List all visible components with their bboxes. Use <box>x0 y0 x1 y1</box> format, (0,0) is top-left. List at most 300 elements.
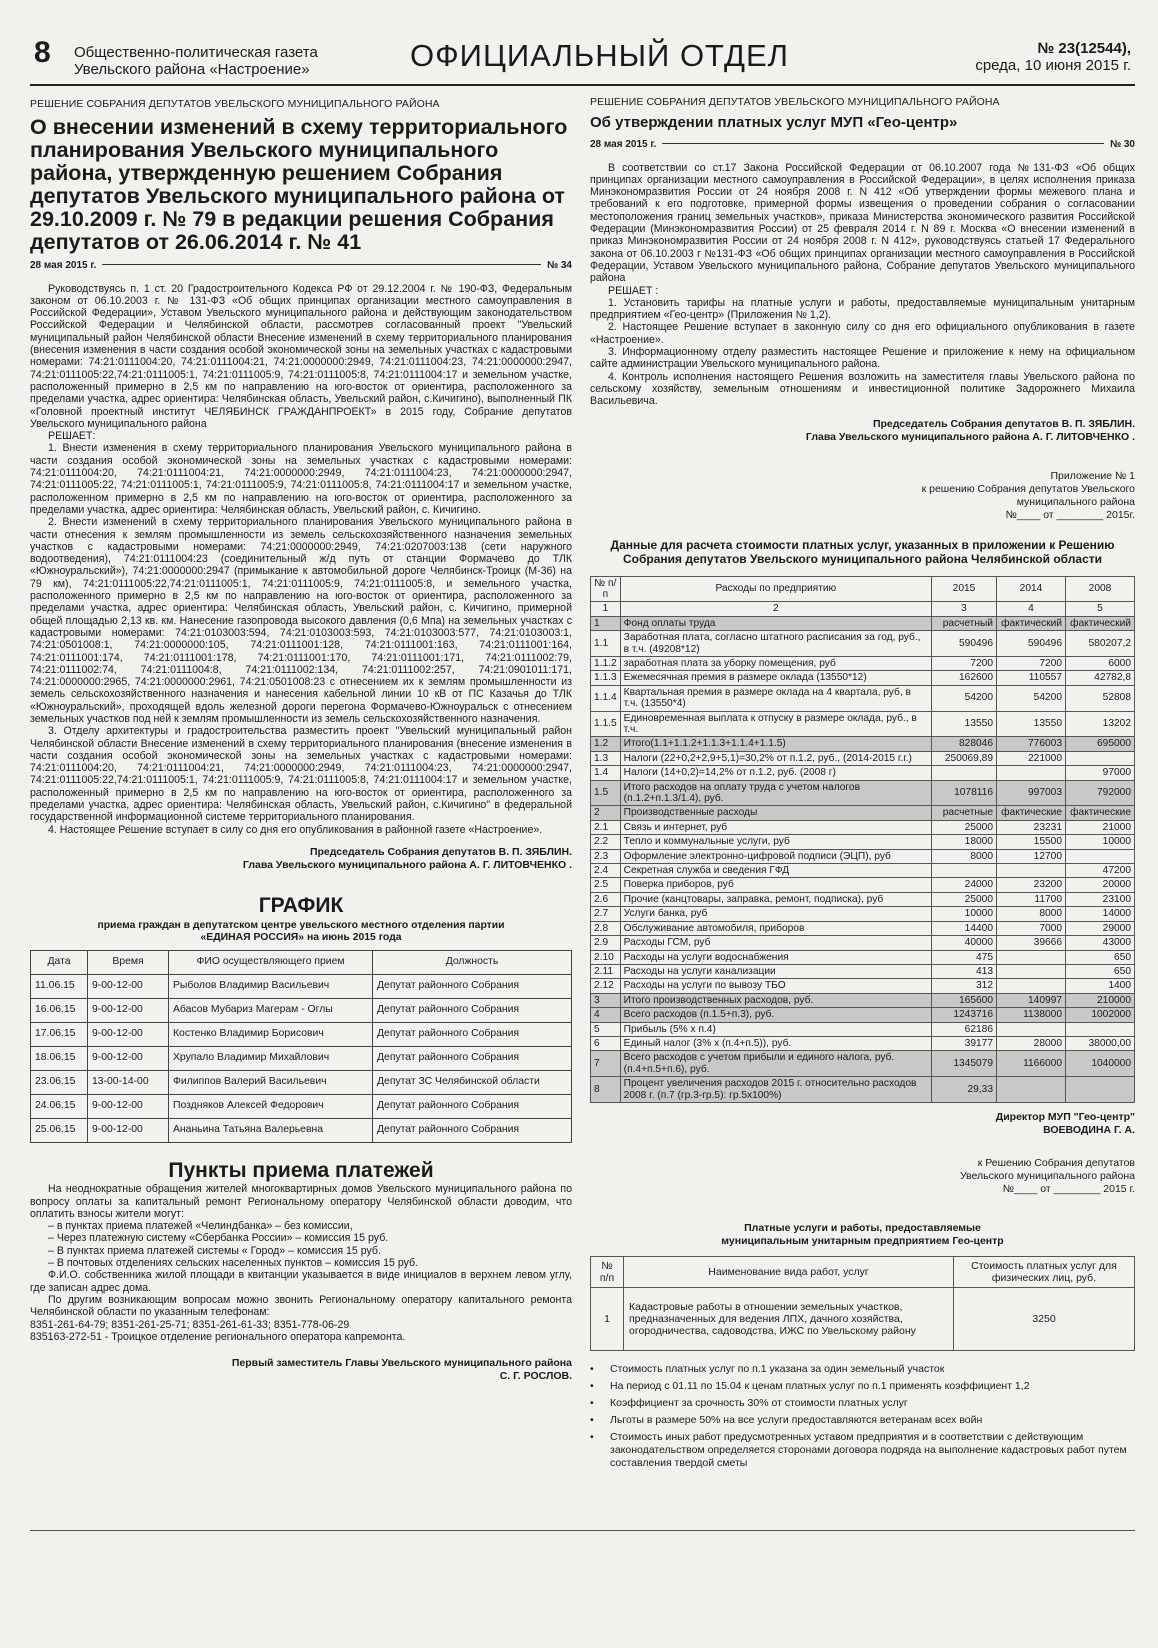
column-header: ФИО осуществляющего прием <box>169 950 373 974</box>
table-row <box>591 711 1135 737</box>
table-header-row <box>591 576 1135 602</box>
table-cell: Депутат районного Собрания <box>373 974 572 998</box>
table-header-row <box>31 950 572 974</box>
table-row <box>31 1070 572 1094</box>
signature-chairman: Председатель Собрания депутатов В. П. ЗЯБЛИН. <box>309 845 572 858</box>
table-row <box>591 616 1135 630</box>
table-cell: 1002000 <box>1066 1008 1135 1022</box>
table-cell: Единый налог (3% х (п.4+п.5)), руб. <box>620 1036 931 1050</box>
table-cell: 2.5 <box>591 878 621 892</box>
table-cell: 140997 <box>997 993 1066 1007</box>
table-cell: 9-00-12-00 <box>88 1118 169 1142</box>
table-cell: 1.2 <box>591 737 621 751</box>
table-cell: 1 <box>591 1287 624 1350</box>
right-paragraph: 3. Информационному отделу разместить настоящее Решение и приложение к нему на официальном сайте администрации Увельского муниципального района. <box>590 346 1135 371</box>
table-cell: 7 <box>591 1051 621 1077</box>
table-cell: 18.06.15 <box>31 1046 88 1070</box>
section-title: ОФИЦИАЛЬНЫЙ ОТДЕЛ <box>410 38 789 73</box>
table-row <box>591 1051 1135 1077</box>
index-cell: 2 <box>620 602 931 616</box>
table-cell: Всего расходов с учетом прибыли и единого налога, руб. (п.4+п.5+п.6), руб. <box>620 1051 931 1077</box>
table-cell <box>997 766 1066 780</box>
appendix2-line: к Решению Собрания депутатов <box>977 1156 1135 1169</box>
table-cell: Депутат районного Собрания <box>373 1022 572 1046</box>
table-row <box>591 780 1135 806</box>
table-cell: Кадастровые работы в отношении земельных участков, предназначенных для ведения ЛПХ, дачного хозяйства, огородничества, садоводства, ИЖС по Увельскому району <box>624 1287 954 1350</box>
table-cell: 18000 <box>932 835 997 849</box>
table-cell: 47200 <box>1066 864 1135 878</box>
table-cell: Расходы на услуги водоснабжения <box>620 950 931 964</box>
table-cell: 250069,89 <box>932 751 997 765</box>
appendix1-line: муниципального района <box>1016 495 1135 508</box>
bullet-icon: • <box>590 1379 594 1392</box>
table-cell: 2.2 <box>591 835 621 849</box>
table-cell: 54200 <box>932 685 997 711</box>
table-cell: 16.06.15 <box>31 998 88 1022</box>
table-cell: 8000 <box>932 849 997 863</box>
table-cell: Расходы ГСМ, руб <box>620 936 931 950</box>
table-cell: 11.06.15 <box>31 974 88 998</box>
table-row <box>591 921 1135 935</box>
table-cell: 29000 <box>1066 921 1135 935</box>
table-cell: 23231 <box>997 820 1066 834</box>
table-cell: 6 <box>591 1036 621 1050</box>
table-cell: 40000 <box>932 936 997 950</box>
table-cell: 25.06.15 <box>31 1118 88 1142</box>
table-cell: 2.8 <box>591 921 621 935</box>
table-row <box>591 806 1135 820</box>
services-table <box>590 1256 1135 1351</box>
table-cell: 9-00-12-00 <box>88 1022 169 1046</box>
table-cell: Ананьина Татьяна Валерьевна <box>169 1118 373 1142</box>
payments-other: По другим возникающим вопросам можно звонить Региональному оператору капитального ремонта Челябинской области по указанным телефонам: <box>30 1293 572 1319</box>
table-cell: 776003 <box>997 737 1066 751</box>
right-article-number: № 30 <box>1109 139 1135 151</box>
table-cell: 13550 <box>997 711 1066 737</box>
table-cell: 11700 <box>997 892 1066 906</box>
table-cell: 2 <box>591 806 621 820</box>
table-row <box>591 737 1135 751</box>
appendix1-line: Приложение № 1 <box>1050 469 1135 482</box>
column-header: № п/п <box>591 576 621 602</box>
table-row <box>591 835 1135 849</box>
table-cell: 1078116 <box>932 780 997 806</box>
table-cell: Прибыль (5% х п.4) <box>620 1022 931 1036</box>
signature-chairman: Председатель Собрания депутатов В. П. ЗЯБЛИН. <box>872 417 1135 430</box>
table-cell: Депутат районного Собрания <box>373 1046 572 1070</box>
director-name: ВОЕВОДИНА Г. А. <box>1043 1123 1135 1136</box>
table-cell: 2.1 <box>591 820 621 834</box>
left-paragraph: Руководствуясь п. 1 ст. 20 Градостроительного Кодекса РФ от 29.12.2004 г. № 190-ФЗ, Федеральным законом от 06.10.2003 г. № 131-ФЗ «Об общих принципах организации местного самоуправления в Российской Федерации», Уставом Увельского муниципального района и действующим законодательством Российской Федерации и Челябинской области, рассмотрев согласованный проект "Увельский муниципальный район Челябинской области Внесение изменений в схему территориального планирования (внесения изменения в части создания особой экономической зоны на земельных участках с кадастровыми номерами: 74:21:0111004:20, 74:21:0111004:21, 74:21:0000000:2949, 74:21:0111004:23, 74:21:0000000:2947, 74:21:0111005:22,74:21:0111005:1, 74:21:0111005:9, 74:21:0111005:8, 74:21:0111004:17 и земельном участке, расположенный примерно в 2,5 км по направлению на юго-восток от ориентира, расположенного за пределами участка, адрес ориентира: Челябинская область, Увельский район, с.Кичигино), выполненный ПК «Головной проектный институт ЧЕЛЯБИНСК ГРАЖДАНПРОЕКТ» в 2015 году, Собрание депутатов Увельского муниципального района <box>30 282 572 430</box>
table-cell: 650 <box>1066 964 1135 978</box>
table-cell: 7200 <box>932 656 997 670</box>
issue-info <box>975 40 1131 74</box>
table-cell: 14000 <box>1066 907 1135 921</box>
table-cell: Депутат ЗС Челябинской области <box>373 1070 572 1094</box>
page-number: 8 <box>34 36 51 69</box>
appendix1-line: к решению Собрания депутатов Увельского <box>921 482 1135 495</box>
grafik-subtitle-line2: «ЕДИНАЯ РОССИЯ» на июнь 2015 года <box>200 931 402 943</box>
left-paragraph: 2. Внести изменений в схему территориального планирования Увельского муниципального района в части отнесения к землям промышленности из земель сельскохозяйственного назначения земельных участков с кадастровыми номерами: 74:21:0000000:2949, 74:21:0207003:138 (сети наружного водоотведения), 74:21:0111004:23 (соединительный ж/д путь от станции Формачево до ТЛК «Южноуральский»), 74:21:0000000:2947 (примыкание к автомобильной дороге Челябинск-Троицк (М-36) на 79 км), 74:21:0111005:22,74:21:0111005:1, 74:21:0111005:9, 74:21:0111005:8, и земельного участка, расположенного примерно в 2,5 км по направлению на юго-восток от ориентира, расположенного за пределами участка, адрес ориентира: Челябинская область, Увельский район, с. Кичигино, примерной общей площадью 2,13 кв. км. Нанесение газопровода высокого давления (0,6 Мпа) на земельных участках с кадастровыми номерами: 74:21:0103003:594, 74:21:0103003:593, 74:21:0103003:577, 74:21:0103003:1, 74:21:0501008:1, 74:21:0000000:105, 74:21:0111001:128, 74:21:0111001:163, 74:21:0111001:164, 74:21:0111001:174, 74:21:0111001:178, 74:21:0111001:170, 74:21:0111001:171, 74:21:0111002:79, 74:21:0111002:74, 74:21:0111004:8, 74:21:0111002:134, 74:21:0111002:257, 74:21:0901011:171, 74:21:0000000:2965, 74:21:0000000:2961, 74:21:0501008:23 с отнесением их к землям промышленности из земель сельскохозяйственного назначения и нанесения кабельной линии 10 кВ от ПС Казачья до ТЛК «Южноуральский», проходящей вдоль железной дороги перегона Формачево-Южноуральск с отнесением земельных участков под ней к землям промышленности из земель сельскохозяйственного назначения. <box>30 516 572 725</box>
table-cell: 2.10 <box>591 950 621 964</box>
right-article-headline: Об утверждении платных услуг МУП «Гео-центр» <box>590 114 958 132</box>
table-row <box>591 892 1135 906</box>
table-cell: 20000 <box>1066 878 1135 892</box>
table-cell: Связь и интернет, руб <box>620 820 931 834</box>
right-paragraph: 2. Настоящее Решение вступает в законную силу со дня его официального опубликования в газете «Настроение». <box>590 321 1135 346</box>
table-cell: 210000 <box>1066 993 1135 1007</box>
table-cell: фактический <box>1066 616 1135 630</box>
right-paragraph: 1. Установить тарифы на платные услуги и работы, предоставляемые муниципальным унитарным предприятием «Гео-центр» (Приложения № 1,2). <box>590 296 1135 322</box>
table-cell: Налоги (22+0,2+2,9+5,1)=30,2% от п.1.2, руб., (2014-2015 г.г.) <box>620 751 931 765</box>
table-cell: Секретная служба и сведения ГФД <box>620 864 931 878</box>
payments-item: – В пунктах приема платежей системы « Город» – комиссия 15 руб. <box>48 1244 381 1257</box>
bullet-icon: • <box>590 1362 594 1375</box>
table-cell: Поздняков Алексей Федорович <box>169 1094 373 1118</box>
table-cell: 792000 <box>1066 780 1135 806</box>
table-cell: 39177 <box>932 1036 997 1050</box>
note-item <box>590 1380 1135 1393</box>
left-article-headline: О внесении изменений в схему территориального планирования Увельского муниципального района, утвержденную решением Собрания депутатов Увельского муниципального района от 29.10.2009 г. № 79 в редакции решения Собрания депутатов от 26.06.2014 г. № 41 <box>30 115 568 255</box>
table-cell: 1 <box>591 616 621 630</box>
left-article-dateline <box>30 260 572 272</box>
table-cell: 54200 <box>997 685 1066 711</box>
column-header: 2014 <box>997 576 1066 602</box>
column-header: Наименование вида работ, услуг <box>624 1256 954 1287</box>
table-cell: фактические <box>997 806 1066 820</box>
payments-title: Пункты приема платежей <box>168 1158 434 1182</box>
table-cell: 3250 <box>954 1287 1135 1350</box>
table-cell: Всего расходов (п.1.5+п.3), руб. <box>620 1008 931 1022</box>
left-paragraph: 3. Отделу архитектуры и градостроительства разместить проект "Увельский муниципальный район Челябинской области Внесение изменений в схему территориального планирования (внесение изменения в части создания особой экономической зоны на земельных участках с кадастровыми номерами: 74:21:0111004:20, 74:21:0111004:21, 74:21:0000000:2949, 74:21:0111004:23, 74:21:0000000:2947, 74:21:0111005:22,74:21:0111005:1, 74:21:0111005:9, 74:21:0111005:8, 74:21:0111004:17 и земельном участке, расположенный примерно в 2,5 км по направлению на юго-восток от ориентира, расположенного за пределами участка, адрес ориентира: Челябинская область, Увельский район, с.Кичигино" в федеральной государственной информационной системе территориального планирования. <box>30 725 572 824</box>
appendix2-title <box>590 1222 1135 1248</box>
table-cell: 650 <box>1066 950 1135 964</box>
table-cell: 97000 <box>1066 766 1135 780</box>
table-cell: 38000,00 <box>1066 1036 1135 1050</box>
table-row <box>591 1022 1135 1036</box>
table-cell: 9-00-12-00 <box>88 998 169 1022</box>
director-signature <box>590 1111 1135 1137</box>
table-cell: 10000 <box>1066 835 1135 849</box>
table-cell <box>1066 849 1135 863</box>
table-cell: Поверка приборов, руб <box>620 878 931 892</box>
table-cell <box>997 964 1066 978</box>
appendix1-line: №____ от ________ 2015г. <box>1005 508 1135 521</box>
table-cell: Квартальная премия в размере оклада на 4 квартала, руб, в т.ч. (13550*4) <box>620 685 931 711</box>
table-cell: 7200 <box>997 656 1066 670</box>
table-cell: 15500 <box>997 835 1066 849</box>
table-cell: 21000 <box>1066 820 1135 834</box>
index-cell: 5 <box>1066 602 1135 616</box>
table-cell: 312 <box>932 979 997 993</box>
table-cell: 23.06.15 <box>31 1070 88 1094</box>
newspaper-name-line1: Общественно-политическая газета <box>74 44 318 61</box>
column-header: Время <box>88 950 169 974</box>
table-cell: 1.1.2 <box>591 656 621 670</box>
table-cell: расчетный <box>932 616 997 630</box>
table-cell: 413 <box>932 964 997 978</box>
table-row <box>591 656 1135 670</box>
page-header <box>30 34 1135 86</box>
column-header: Стоимость платных услуг для физических лиц, руб. <box>954 1256 1135 1287</box>
table-cell: 25000 <box>932 820 997 834</box>
right-column <box>590 96 1135 1474</box>
table-cell: 1.1.3 <box>591 671 621 685</box>
table-cell: 1243716 <box>932 1008 997 1022</box>
table-cell: 3 <box>591 993 621 1007</box>
note-item <box>590 1414 1135 1427</box>
table-cell: 13202 <box>1066 711 1135 737</box>
table-row <box>31 1022 572 1046</box>
grafik-table <box>30 950 572 1143</box>
bullet-icon: • <box>590 1396 594 1409</box>
table-cell: 7000 <box>997 921 1066 935</box>
left-paragraph: 1. Внести изменения в схему территориального планирования Увельского муниципального района в части создания особой экономической зоны на земельных участках с кадастровыми номерами: 74:21:0111004:20, 74:21:0111004:21, 74:21:0000000:2949, 74:21:0111004:23, 74:21:0000000:2947, 74:21:0111005:22, 74:21:0111005:1, 74:21:0111005:9, 74:21:0111005:8, 74:21:0111004:17 и земельном участке, расположенном примерно в 2,5 км по направлению на юго-восток от ориентира, расположенного за пределами участка, адрес ориентира: Челябинская область, Увельский район, с. Кичигино. <box>30 442 572 516</box>
table-cell: 62186 <box>932 1022 997 1036</box>
table-cell: Оформление электронно-цифровой подписи (ЭЦП), руб <box>620 849 931 863</box>
table-row <box>31 1046 572 1070</box>
appendix2-title-line2: муниципальным унитарным предприятием Гео-центр <box>721 1234 1004 1247</box>
table-cell: 23100 <box>1066 892 1135 906</box>
table-cell: 39666 <box>997 936 1066 950</box>
table-row <box>591 766 1135 780</box>
left-article-kicker: РЕШЕНИЕ СОБРАНИЯ ДЕПУТАТОВ УВЕЛЬСКОГО МУНИЦИПАЛЬНОГО РАЙОНА <box>30 98 440 110</box>
table-row <box>591 964 1135 978</box>
bullet-icon: • <box>590 1430 594 1443</box>
table-row <box>31 1118 572 1142</box>
table-cell: фактические <box>1066 806 1135 820</box>
signature-head: Глава Увельского муниципального района А. Г. ЛИТОВЧЕНКО . <box>805 430 1135 443</box>
table-cell: 997003 <box>997 780 1066 806</box>
column-header: 2008 <box>1066 576 1135 602</box>
table-cell: 221000 <box>997 751 1066 765</box>
table-cell: 52808 <box>1066 685 1135 711</box>
page-bottom-rule <box>30 1530 1135 1531</box>
table-cell: Прочие (канцтовары, заправка, ремонт, подписка), руб <box>620 892 931 906</box>
table-cell: Депутат районного Собрания <box>373 1118 572 1142</box>
appendix2-line: Увельского муниципального района <box>959 1169 1135 1182</box>
table-cell: 2.4 <box>591 864 621 878</box>
table-cell: 475 <box>932 950 997 964</box>
table-cell: Депутат районного Собрания <box>373 998 572 1022</box>
table-cell: 2.11 <box>591 964 621 978</box>
note-text: Стоимость иных работ предусмотренных уставом предприятия и в соответствии с действующим законодательством определяется сторонами договора подряда на выполнение кадастровых работ путем составления твердой сметы <box>610 1430 1127 1469</box>
column-header: Расходы по предприятию <box>620 576 931 602</box>
left-column <box>30 98 572 1383</box>
right-paragraph: 4. Контроль исполнения настоящего Решения возложить на заместителя главы Увельского района по сельскому хозяйству, земельным отношениям и инвестиционной политике Задорожнего Михаила Васильевича. <box>590 370 1135 408</box>
table-row <box>31 998 572 1022</box>
services-notes <box>590 1363 1135 1470</box>
table-cell: Расходы на услуги канализации <box>620 964 931 978</box>
table-row <box>591 849 1135 863</box>
index-cell: 3 <box>932 602 997 616</box>
issue-number: № 23(12544), <box>1037 40 1131 57</box>
note-item <box>590 1431 1135 1470</box>
left-paragraph: 4. Настоящее Решение вступает в силу со дня его опубликования в районной газете «Настроение». <box>48 823 543 836</box>
payments-signature-title: Первый заместитель Главы Увельского муниципального района <box>231 1357 572 1370</box>
table-cell: 165600 <box>932 993 997 1007</box>
table-cell: Итого производственных расходов, руб. <box>620 993 931 1007</box>
grafik-title: ГРАФИК <box>258 893 344 917</box>
table-row <box>591 820 1135 834</box>
table-cell: 1.1 <box>591 631 621 657</box>
appendix1-reference <box>590 470 1135 522</box>
table-cell: 2.3 <box>591 849 621 863</box>
table-index-row <box>591 602 1135 616</box>
table-cell: 1040000 <box>1066 1051 1135 1077</box>
appendix2-title-line1: Платные услуги и работы, предоставляемые <box>744 1221 981 1234</box>
table-row <box>591 1036 1135 1050</box>
table-cell: Производственные расходы <box>620 806 931 820</box>
column-header: Дата <box>31 950 88 974</box>
right-article-date: 28 мая 2015 г. <box>590 139 657 151</box>
appendix2-line: №____ от ________ 2015 г. <box>1002 1182 1135 1195</box>
table-cell: 43000 <box>1066 936 1135 950</box>
table-cell: Филиппов Валерий Васильевич <box>169 1070 373 1094</box>
director-title: Директор МУП "Гео-центр" <box>995 1110 1135 1123</box>
table-cell: Обслуживание автомобиля, приборов <box>620 921 931 935</box>
table-cell: расчетные <box>932 806 997 820</box>
index-cell: 1 <box>591 602 621 616</box>
table-cell: Ежемесячная премия в размере оклада (13550*12) <box>620 671 931 685</box>
column-header: № п/п <box>591 1256 624 1287</box>
note-item <box>590 1363 1135 1376</box>
table-cell: 2.7 <box>591 907 621 921</box>
table-cell: 590496 <box>997 631 1066 657</box>
table-cell <box>997 864 1066 878</box>
right-paragraph: РЕШАЕТ : <box>608 284 659 297</box>
table-cell: 1.5 <box>591 780 621 806</box>
table-cell: 1.1.4 <box>591 685 621 711</box>
table-cell: 2.12 <box>591 979 621 993</box>
dateline-rule <box>102 263 541 265</box>
table-cell: 590496 <box>932 631 997 657</box>
appendix2-reference <box>590 1157 1135 1196</box>
payments-fio-note: Ф.И.О. собственника жилой площади в квитанции указывается в виде инициалов в верхнем левом углу, где записан адрес дома. <box>30 1269 572 1294</box>
table-cell: Депутат районного Собрания <box>373 1094 572 1118</box>
column-header: 2015 <box>932 576 997 602</box>
table-row <box>591 993 1135 1007</box>
table-cell <box>1066 1077 1135 1103</box>
index-cell: 4 <box>997 602 1066 616</box>
grafik-subtitle-line1: приема граждан в депутатском центре увельского местного отделения партии <box>97 919 505 931</box>
table-cell: Расходы на услуги по вывозу ТБО <box>620 979 931 993</box>
table-cell: 13-00-14-00 <box>88 1070 169 1094</box>
left-paragraph: РЕШАЕТ: <box>48 430 96 443</box>
table-cell: 9-00-12-00 <box>88 1046 169 1070</box>
table-cell: 9-00-12-00 <box>88 1094 169 1118</box>
table-cell: 8000 <box>997 907 1066 921</box>
table-cell: 23200 <box>997 878 1066 892</box>
table-header-row <box>591 1256 1135 1287</box>
table-cell <box>997 950 1066 964</box>
note-text: На период с 01.11 по 15.04 к ценам платных услуг по п.1 применять коэффициент 1,2 <box>610 1379 1030 1392</box>
table-cell: 162600 <box>932 671 997 685</box>
table-cell: 28000 <box>997 1036 1066 1050</box>
table-cell: Единовременная выплата к отпуску в размере оклада, руб., в т.ч. <box>620 711 931 737</box>
table-cell <box>932 864 997 878</box>
table-cell: Услуги банка, руб <box>620 907 931 921</box>
table-cell <box>1066 1022 1135 1036</box>
table-cell: 1138000 <box>997 1008 1066 1022</box>
table-cell: 6000 <box>1066 656 1135 670</box>
newspaper-name <box>74 44 318 78</box>
table-cell: 1400 <box>1066 979 1135 993</box>
table-cell: 2.6 <box>591 892 621 906</box>
cost-table <box>590 576 1135 1103</box>
note-item <box>590 1397 1135 1410</box>
right-article-body <box>590 162 1135 408</box>
table-cell <box>997 1077 1066 1103</box>
right-article-kicker: РЕШЕНИЕ СОБРАНИЯ ДЕПУТАТОВ УВЕЛЬСКОГО МУНИЦИПАЛЬНОГО РАЙОНА <box>590 96 1000 108</box>
issue-date: среда, 10 июня 2015 г. <box>975 57 1131 74</box>
table-cell: Тепло и коммунальные услуги, руб <box>620 835 931 849</box>
table-cell: Налоги (14+0,2)=14,2% от п.1.2, руб. (2008 г) <box>620 766 931 780</box>
table-row <box>591 671 1135 685</box>
newspaper-name-line2: Увельского района «Настроение» <box>74 61 310 78</box>
right-paragraph: В соответствии со ст.17 Закона Российской Федерации от 06.10.2007 года №131-ФЗ «Об общих принципах организации местного самоуправления в Российской Федерации», в целях исполнения приказа Минэкономразвития России от 24 ноября 2008 г. N 412 «Об утверждении формы межевого плана и требований к его подготовке, примерной формы извещения о проведении собрания о согласовании местоположения границ земельных участков», приказа Министерства экономического развития Российской Федерации (Минэкономразвития России) от 25 февраля 2014 г. N 89 г. Москва «О внесении изменений в приказ Минэкономразвития России от 24 ноября 2008 г. N 412», руководствуясь статьей 17 Федерального закона от 06.10.2003 г №131-ФЗ «Об общих принципах организации местного самоуправления в Российской Федерации, Уставом Увельского муниципального района, Собрание депутатов Увельского муниципального района <box>590 161 1135 285</box>
payments-signature <box>30 1357 572 1383</box>
table-cell: Костенко Владимир Борисович <box>169 1022 373 1046</box>
table-cell: 1.4 <box>591 766 621 780</box>
table-cell: 2.9 <box>591 936 621 950</box>
table-cell: 1.1.5 <box>591 711 621 737</box>
table-cell: Хрупало Владимир Михайлович <box>169 1046 373 1070</box>
table-cell: 110557 <box>997 671 1066 685</box>
table-cell: 17.06.15 <box>31 1022 88 1046</box>
table-row <box>591 1287 1135 1350</box>
table-row <box>591 950 1135 964</box>
signature-head: Глава Увельского муниципального района А. Г. ЛИТОВЧЕНКО . <box>242 858 572 871</box>
table-cell: Процент увеличения расходов 2015 г. относительно расходов 2008 г. (п.7 (гр.3-гр.5): гр.5х100%) <box>620 1077 931 1103</box>
right-article-signature <box>590 418 1135 444</box>
table-cell: 1345079 <box>932 1051 997 1077</box>
table-cell: Итого(1.1+1.1.2+1.1.3+1.1.4+1.1.5) <box>620 737 931 751</box>
table-cell: 14400 <box>932 921 997 935</box>
table-row <box>31 1094 572 1118</box>
table-cell: 12700 <box>997 849 1066 863</box>
payments-body <box>30 1183 572 1343</box>
note-text: Коэффициент за срочность 30% от стоимости платных услуг <box>610 1396 908 1409</box>
table-cell: 828046 <box>932 737 997 751</box>
table-cell <box>1066 751 1135 765</box>
bullet-icon: • <box>590 1413 594 1426</box>
table-cell: 42782,8 <box>1066 671 1135 685</box>
payments-item: – В почтовых отделениях сельских населенных пунктов – комиссия 15 руб. <box>48 1257 419 1270</box>
table-row <box>591 936 1135 950</box>
table-cell: 25000 <box>932 892 997 906</box>
table-row <box>591 751 1135 765</box>
table-row <box>591 878 1135 892</box>
payments-troitsk: 835163-272-51 - Троицкое отделение регионального оператора капремонта. <box>30 1330 406 1343</box>
table-cell: заработная плата за уборку помещения, руб <box>620 656 931 670</box>
table-cell: 1.3 <box>591 751 621 765</box>
table-row <box>591 864 1135 878</box>
table-cell: Рыболов Владимир Васильевич <box>169 974 373 998</box>
left-article-body <box>30 283 572 836</box>
payments-phones: 8351-261-64-79; 8351-261-25-71; 8351-261-61-33; 8351-778-06-29 <box>30 1318 350 1331</box>
payments-signature-name: С. Г. РОСЛОВ. <box>499 1370 572 1383</box>
table-row <box>591 907 1135 921</box>
table-cell <box>932 766 997 780</box>
dateline-rule <box>662 142 1104 144</box>
table-row <box>591 979 1135 993</box>
table-row <box>591 1077 1135 1103</box>
table-cell <box>997 1022 1066 1036</box>
table-cell: 13550 <box>932 711 997 737</box>
table-row <box>591 1008 1135 1022</box>
table-cell: 24.06.15 <box>31 1094 88 1118</box>
